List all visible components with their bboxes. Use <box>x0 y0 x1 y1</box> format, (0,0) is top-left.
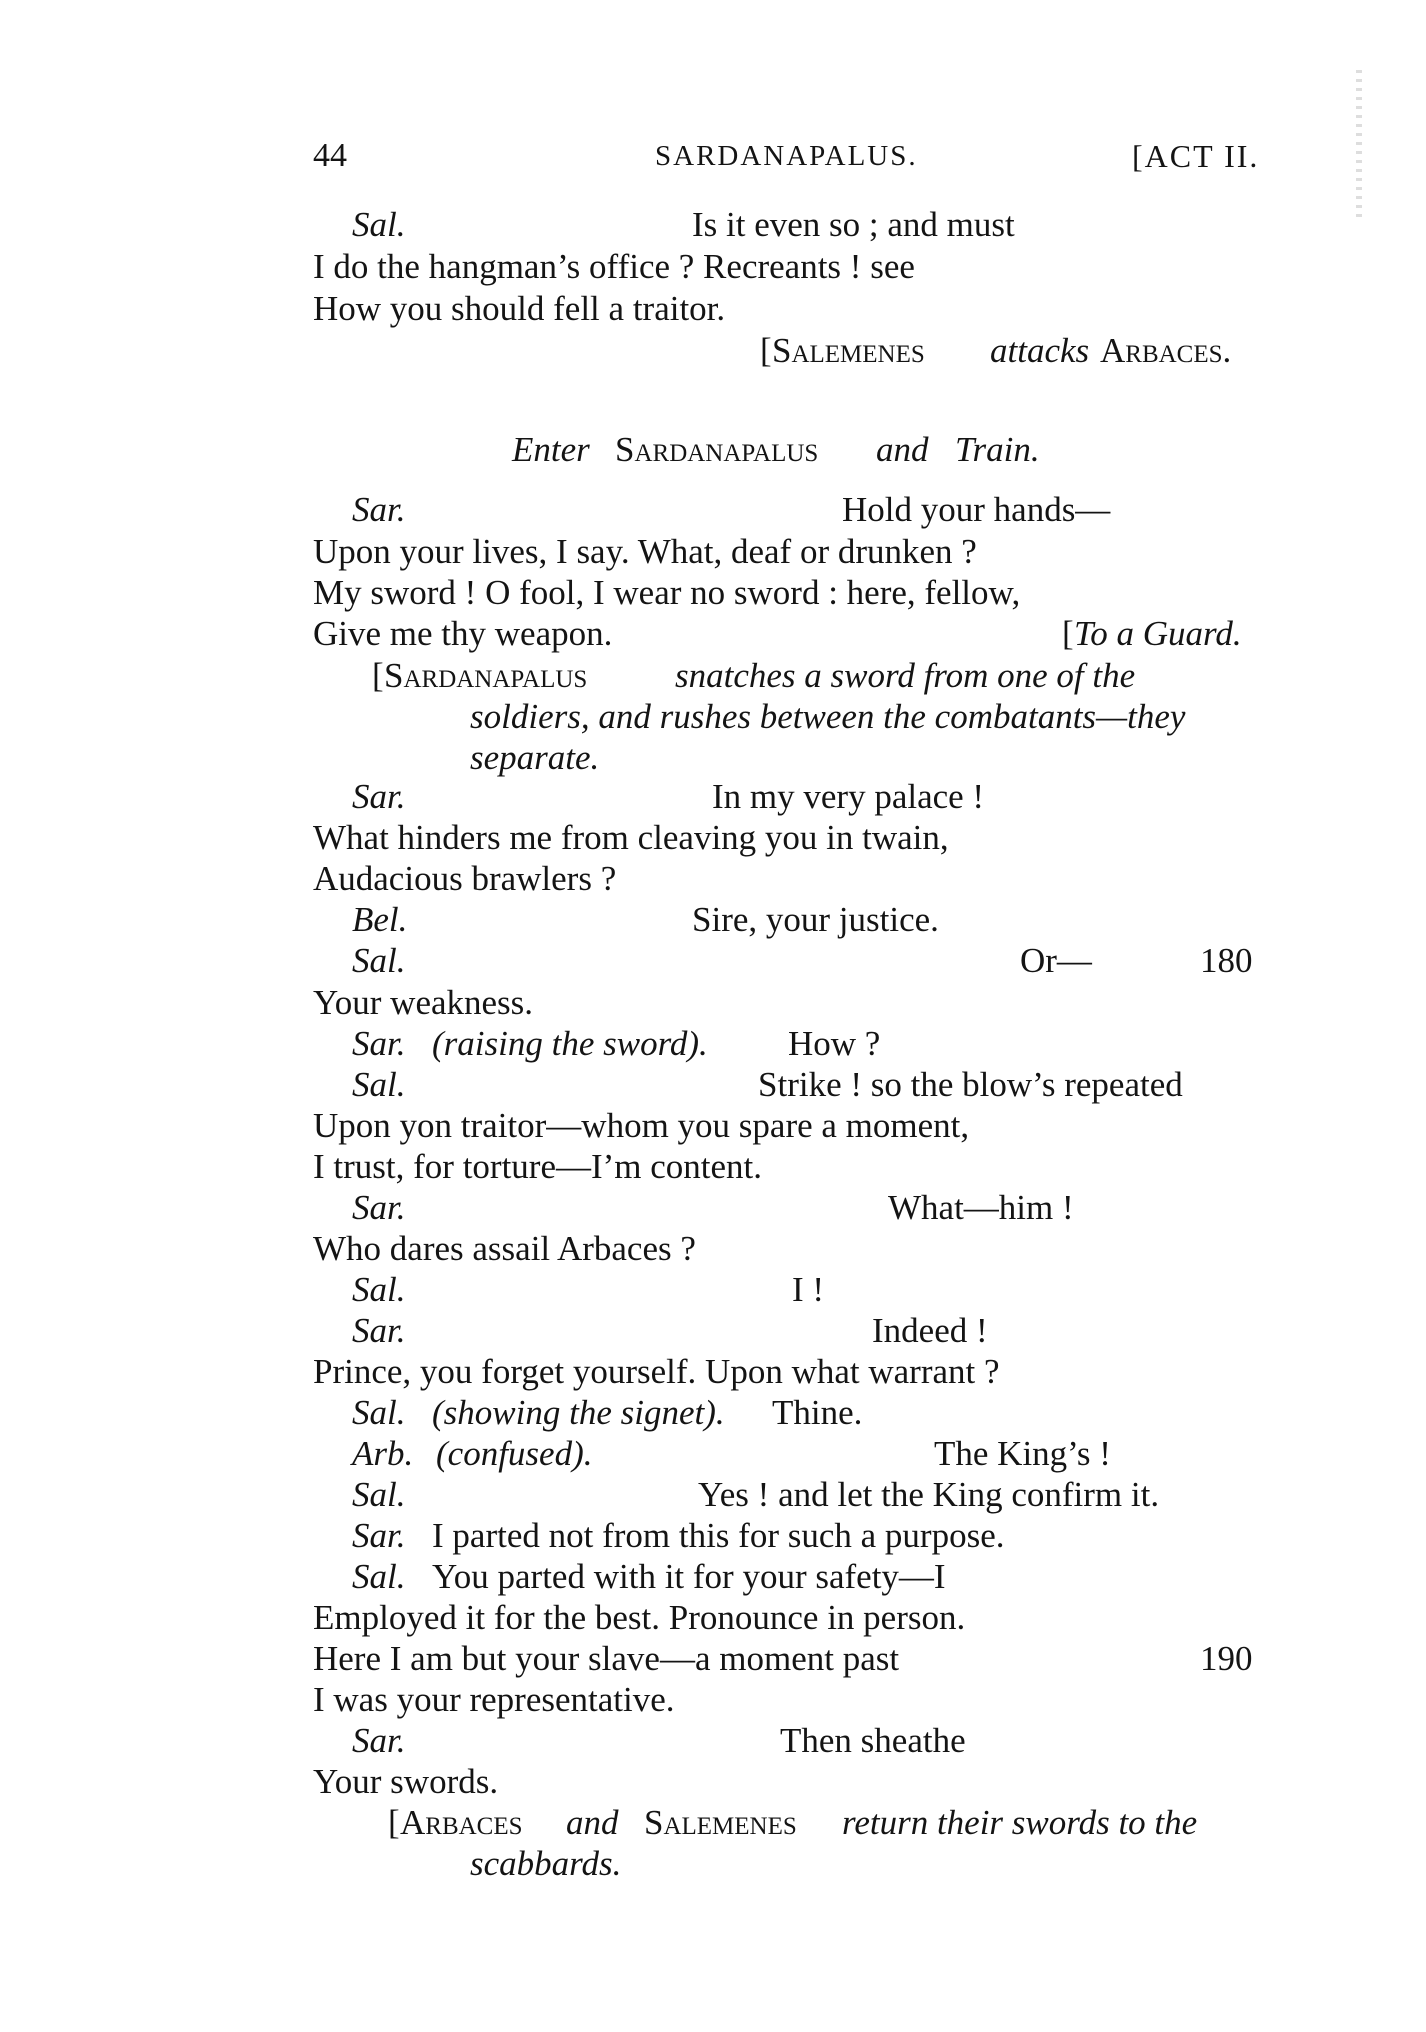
line-fragment: [ <box>760 331 772 370</box>
line-fragment: soldiers, and rushes between the combatants—they <box>470 697 1186 736</box>
text-line <box>0 983 1426 1023</box>
line-fragment: Sar. <box>352 1311 406 1350</box>
line-fragment: Upon yon traitor—whom you spare a moment, <box>313 1106 970 1145</box>
line-fragment: [ <box>372 656 384 695</box>
page-number: 44 <box>313 137 347 174</box>
scan-edge-mark <box>1356 70 1362 220</box>
text-line <box>0 1024 1426 1064</box>
line-fragment: separate. <box>470 738 600 777</box>
line-fragment: Sal. <box>352 205 406 244</box>
line-fragment: Sal. <box>352 1270 406 1309</box>
text-line <box>0 1803 1426 1843</box>
line-fragment: Sire, your justice. <box>692 900 939 939</box>
running-header <box>0 136 1426 176</box>
line-fragment: Sal. <box>352 1475 406 1514</box>
text-line <box>0 859 1426 899</box>
text-line <box>0 1106 1426 1146</box>
line-fragment: Salemenes <box>644 1803 797 1842</box>
text-line <box>0 573 1426 613</box>
line-fragment: Here I am but your slave—a moment past <box>313 1639 900 1678</box>
line-fragment: Enter <box>512 430 590 469</box>
text-line <box>0 289 1426 329</box>
text-line <box>0 1147 1426 1187</box>
line-fragment: 180 <box>1200 941 1253 980</box>
line-fragment: Sar. <box>352 490 406 529</box>
line-fragment: Employed it for the best. Pronounce in person. <box>313 1598 966 1637</box>
text-line <box>0 1844 1426 1884</box>
line-fragment: Your swords. <box>313 1762 499 1801</box>
text-line <box>0 697 1426 737</box>
line-fragment: Who dares assail Arbaces ? <box>313 1229 696 1268</box>
text-line <box>0 1475 1426 1515</box>
text-line <box>0 1598 1426 1638</box>
text-line <box>0 430 1426 470</box>
text-line <box>0 1516 1426 1556</box>
line-fragment: Sal. <box>352 1557 406 1596</box>
line-fragment: Sar. <box>352 1188 406 1227</box>
text-line <box>0 1680 1426 1720</box>
text-line <box>0 777 1426 817</box>
text-line <box>0 818 1426 858</box>
line-fragment: snatches a sword from one of the <box>675 656 1136 695</box>
line-fragment: Strike ! so the blow’s repeated <box>758 1065 1183 1104</box>
line-fragment: How you should fell a traitor. <box>313 289 726 328</box>
line-fragment: In my very palace ! <box>712 777 985 816</box>
line-fragment: Audacious brawlers ? <box>313 859 617 898</box>
line-fragment: Hold your hands— <box>842 490 1111 529</box>
text-line <box>0 1721 1426 1761</box>
line-fragment: The King’s ! <box>934 1434 1111 1473</box>
line-fragment: Sal. <box>352 1065 406 1104</box>
text-line <box>0 1311 1426 1351</box>
line-fragment: return their swords to the <box>842 1803 1198 1842</box>
line-fragment: Indeed ! <box>872 1311 988 1350</box>
line-fragment: Train. <box>955 430 1040 469</box>
act-label: [ACT II. <box>1132 138 1260 174</box>
text-line <box>0 941 1426 981</box>
text-line <box>0 1065 1426 1105</box>
text-line <box>0 1557 1426 1597</box>
text-line <box>0 1188 1426 1228</box>
line-fragment: (confused). <box>436 1434 593 1473</box>
line-fragment: Yes ! and let the King confirm it. <box>698 1475 1160 1514</box>
text-line <box>0 1229 1426 1269</box>
line-fragment: I ! <box>792 1270 825 1309</box>
line-fragment: Sardanapalus <box>615 430 819 469</box>
text-line <box>0 532 1426 572</box>
text-line <box>0 1639 1426 1679</box>
line-fragment: Arbaces. <box>1100 331 1232 370</box>
line-fragment: attacks <box>990 331 1090 370</box>
text-line <box>0 247 1426 287</box>
line-fragment: Upon your lives, I say. What, deaf or drunken ? <box>313 532 977 571</box>
line-fragment: and <box>876 430 929 469</box>
line-fragment: I was your representative. <box>313 1680 675 1719</box>
line-fragment: (showing the signet). <box>432 1393 725 1432</box>
text-line <box>0 331 1426 371</box>
text-line <box>0 1762 1426 1802</box>
line-fragment: How ? <box>788 1024 881 1063</box>
line-fragment: Arb. <box>352 1434 414 1473</box>
line-fragment: Give me thy weapon. <box>313 614 613 653</box>
line-fragment: My sword ! O fool, I wear no sword : here, fellow, <box>313 573 1021 612</box>
line-fragment: Sardanapalus <box>384 656 588 695</box>
text-line <box>0 1393 1426 1433</box>
line-fragment: Thine. <box>772 1393 863 1432</box>
line-fragment: I do the hangman’s office ? Recreants ! see <box>313 247 915 286</box>
line-fragment: What—him ! <box>888 1188 1074 1227</box>
text-line <box>0 738 1426 778</box>
line-fragment: Salemenes <box>772 331 925 370</box>
line-fragment: Sar. <box>352 1516 406 1555</box>
line-fragment: Sar. <box>352 1024 406 1063</box>
text-line <box>0 1270 1426 1310</box>
line-fragment: To a Guard. <box>1074 614 1242 653</box>
line-fragment: Sar. <box>352 777 406 816</box>
line-fragment: I trust, for torture—I’m content. <box>313 1147 763 1186</box>
line-fragment: What hinders me from cleaving you in twain, <box>313 818 949 857</box>
line-fragment: Sal. <box>352 1393 406 1432</box>
line-fragment: Or— <box>1020 941 1092 980</box>
line-fragment: Is it even so ; and must <box>692 205 1015 244</box>
line-fragment: Sal. <box>352 941 406 980</box>
running-title: SARDANAPALUS. <box>655 140 918 172</box>
text-line <box>0 656 1426 696</box>
line-fragment: You parted with it for your safety—I <box>432 1557 946 1596</box>
line-fragment: [ <box>1062 614 1074 653</box>
line-fragment: (raising the sword). <box>432 1024 708 1063</box>
line-fragment: Sar. <box>352 1721 406 1760</box>
line-fragment: and <box>566 1803 619 1842</box>
text-line <box>0 205 1426 245</box>
text-line <box>0 490 1426 530</box>
line-fragment: [ <box>388 1803 400 1842</box>
line-fragment: Arbaces <box>400 1803 523 1842</box>
line-fragment: Bel. <box>352 900 408 939</box>
text-line <box>0 900 1426 940</box>
line-fragment: scabbards. <box>470 1844 622 1883</box>
line-fragment: Prince, you forget yourself. Upon what warrant ? <box>313 1352 1000 1391</box>
line-fragment: 190 <box>1200 1639 1253 1678</box>
line-fragment: I parted not from this for such a purpose. <box>432 1516 1005 1555</box>
text-line <box>0 614 1426 654</box>
text-line <box>0 1434 1426 1474</box>
text-line <box>0 1352 1426 1392</box>
line-fragment: Then sheathe <box>780 1721 966 1760</box>
line-fragment: Your weakness. <box>313 983 534 1022</box>
